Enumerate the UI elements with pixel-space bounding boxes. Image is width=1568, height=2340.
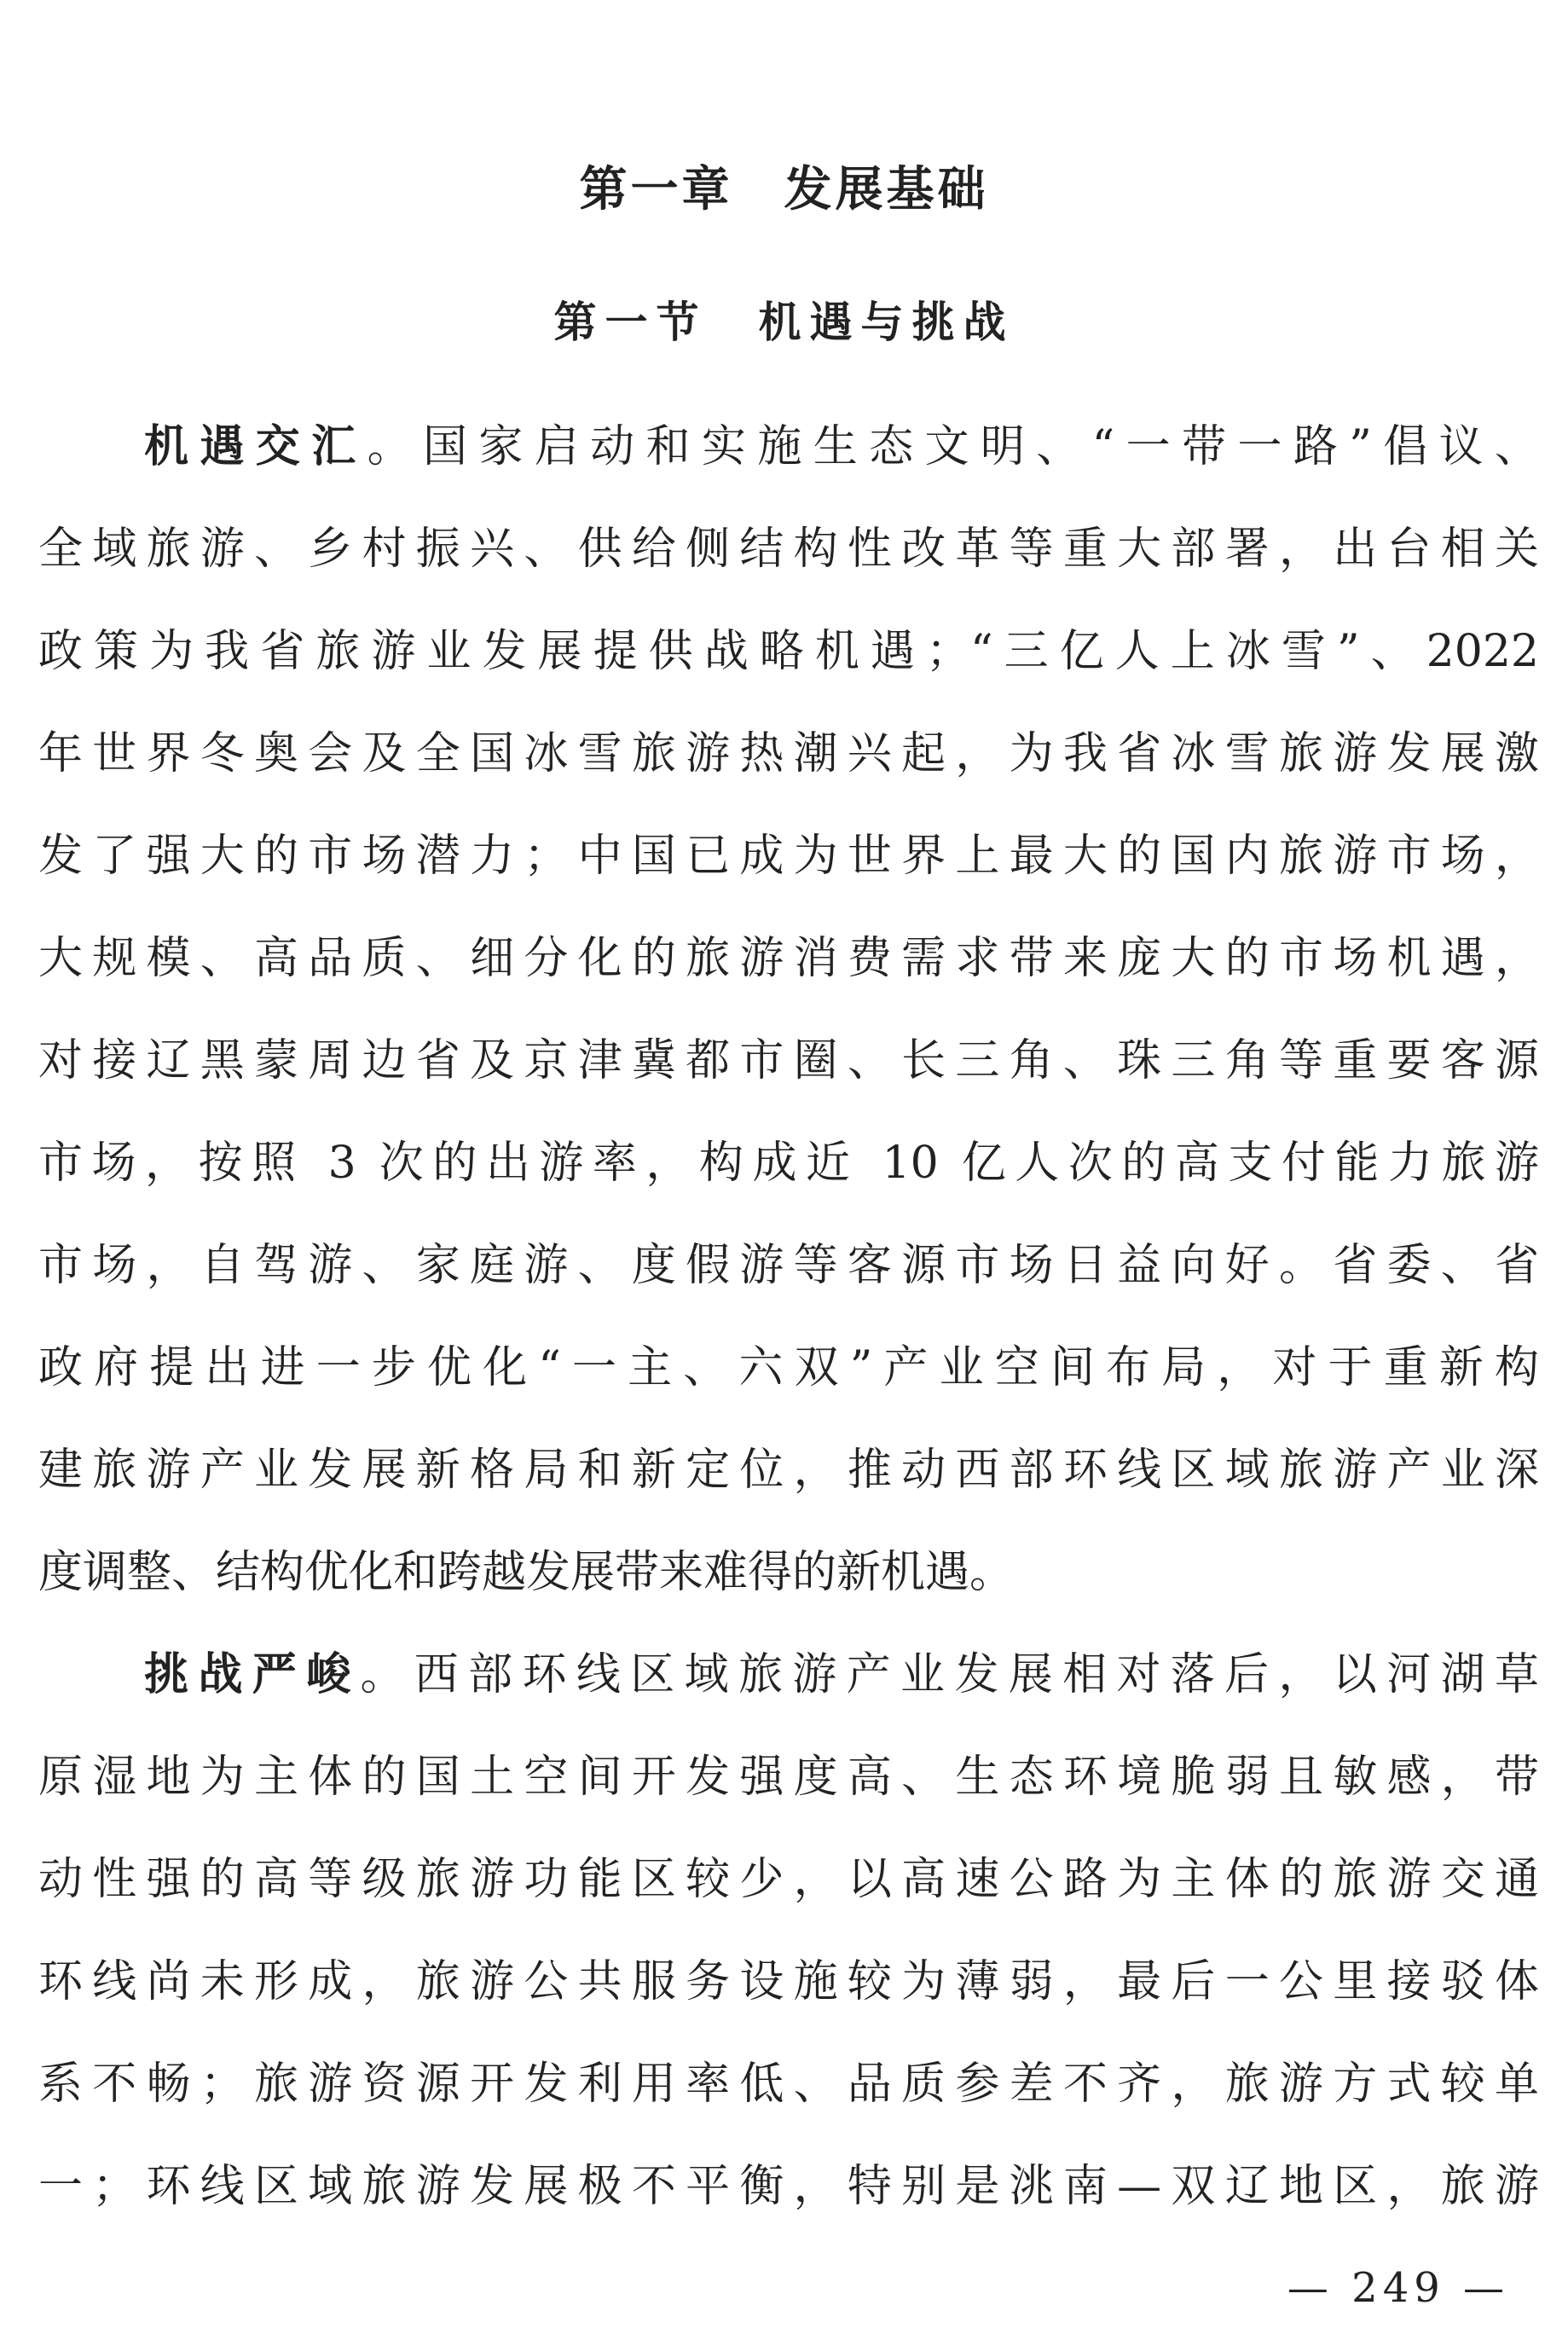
paragraph-1-line-12: 度调整、结构优化和跨越发展带来难得的新机遇。 — [38, 1547, 1015, 1598]
paragraph-1-line-1 — [38, 420, 1539, 474]
paragraph-1-line-6: 大规模、高品质、细分化的旅游消费需求带来庞大的市场机遇， — [38, 933, 1539, 984]
paragraph-1-line-5: 发了强大的市场潜力；中国已成为世界上最大的国内旅游市场， — [38, 831, 1539, 882]
paragraph-2-line-3: 动性强的高等级旅游功能区较少，以高速公路为主体的旅游交通 — [38, 1854, 1539, 1905]
paragraph-1-line-4: 年世界冬奥会及全国冰雪旅游热潮兴起，为我省冰雪旅游发展激 — [38, 728, 1539, 779]
paragraph-1-line-10: 政府提出进一步优化“一主、六双”产业空间布局，对于重新构 — [38, 1342, 1539, 1393]
paragraph-2-text: 。西部环线区域旅游产业发展相对落后，以河湖草 — [360, 1649, 1539, 1700]
page-number: — 249 — — [1287, 2264, 1510, 2312]
paragraph-2-line-2: 原湿地为主体的国土空间开发强度高、生态环境脆弱且敏感，带 — [38, 1752, 1539, 1803]
paragraph-1-line-3: 政策为我省旅游业发展提供战略机遇；“三亿人上冰雪”、2022 — [38, 626, 1539, 677]
paragraph-2-line-1 — [38, 1648, 1539, 1702]
paragraph-1-line-11: 建旅游产业发展新格局和新定位，推动西部环线区域旅游产业深 — [38, 1445, 1539, 1496]
paragraph-1-line-8: 市场，按照 3 次的出游率，构成近 10 亿人次的高支付能力旅游 — [38, 1138, 1539, 1189]
chapter-title: 第一章 发展基础 — [579, 162, 989, 217]
paragraph-1-line-7: 对接辽黑蒙周边省及京津冀都市圈、长三角、珠三角等重要客源 — [38, 1035, 1539, 1086]
paragraph-2-lead: 挑战严峻 — [144, 1649, 361, 1700]
paragraph-1-lead: 机遇交汇 — [144, 421, 367, 472]
paragraph-2-line-6: 一；环线区域旅游发展极不平衡，特别是洮南—双辽地区，旅游 — [38, 2161, 1539, 2212]
paragraph-2-line-5: 系不畅；旅游资源开发利用率低、品质参差不齐，旅游方式较单 — [38, 2059, 1539, 2110]
paragraph-1-line-9: 市场，自驾游、家庭游、度假游等客源市场日益向好。省委、省 — [38, 1240, 1539, 1291]
paragraph-1-text: 。国家启动和实施生态文明、“一带一路”倡议、 — [367, 421, 1539, 472]
paragraph-1-line-2: 全域旅游、乡村振兴、供给侧结构性改革等重大部署，出台相关 — [38, 524, 1539, 575]
section-title: 第一节 机遇与挑战 — [553, 297, 1015, 347]
paragraph-2-line-4: 环线尚未形成，旅游公共服务设施较为薄弱，最后一公里接驳体 — [38, 1956, 1539, 2007]
